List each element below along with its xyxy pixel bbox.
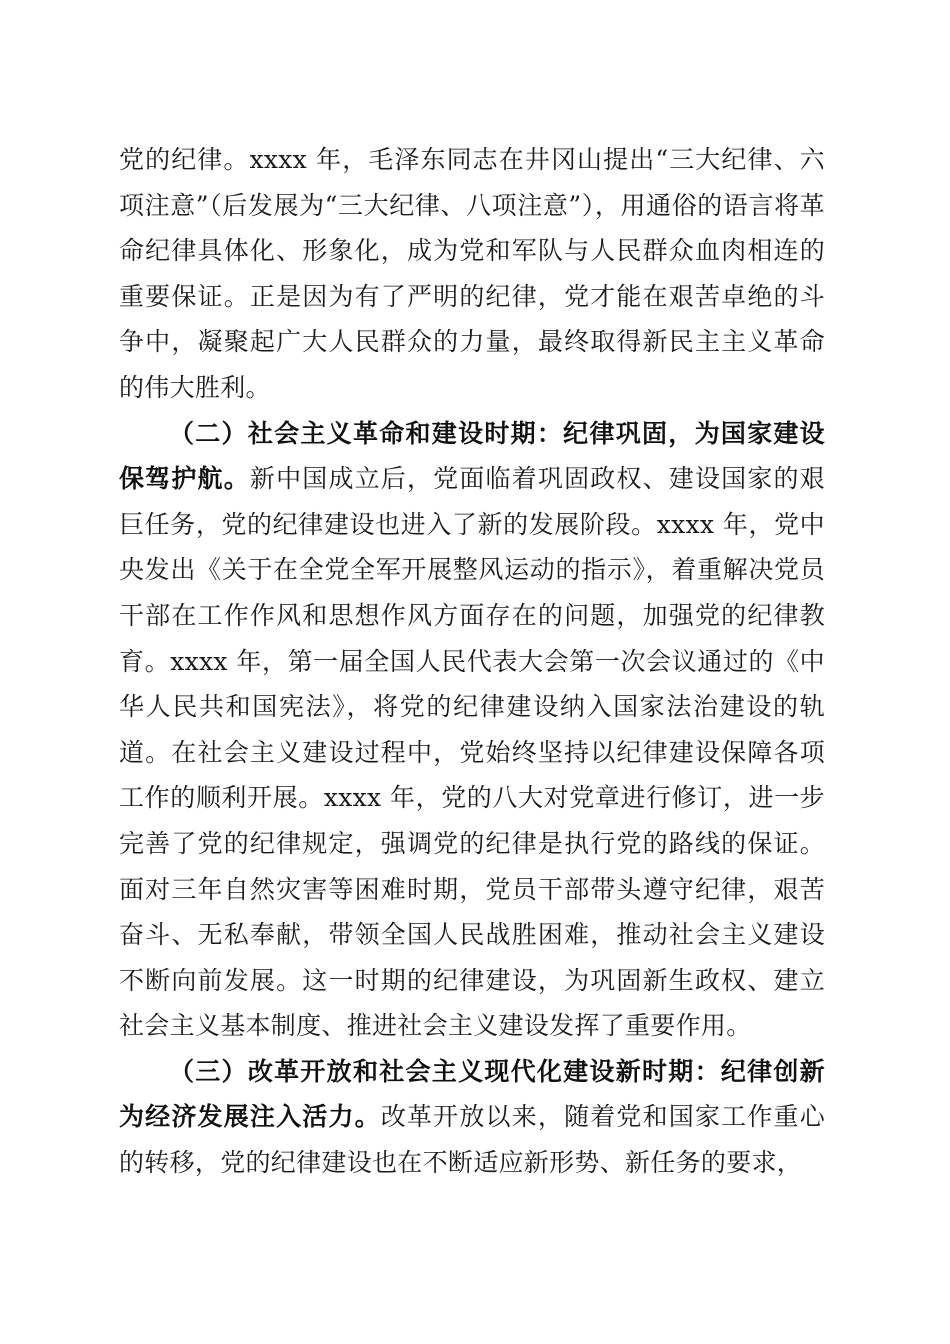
- paragraph-text: 改革开放以来，随着党和国家工作重心的转移，党的纪律建设也在不断适应新形势、新任务的要求，: [119, 1102, 825, 1178]
- document-body: [119, 137, 825, 1186]
- section-heading-two: （二）社会主义革命和建设时期：纪律巩固，为国家建设保驾护航。: [119, 418, 825, 494]
- paragraph-revolution-discipline: [119, 137, 825, 411]
- section-heading-three: （三）改革开放和社会主义现代化建设新时期：纪律创新为经济发展注入活力。: [119, 1056, 825, 1132]
- paragraph-text: 新中国成立后，党面临着巩固政权、建设国家的艰巨任务，党的纪律建设也进入了新的发展阶段。xxxx 年，党中央发出《关于在全党全军开展整风运动的指示》，着重解决党员干部在工作作风和思想作风方面存在的问题，加强党的纪律教育。xxxx 年，第一届全国人民代表大会第一次会议通过的《中华人民共和国宪法》，将党的纪律建设纳入国家法治建设的轨道。在社会主义建设过程中，党始终坚持以纪律建设保障各项工作的顺利开展。xxxx 年，党的八大对党章进行修订，进一步完善了党的纪律规定，强调党的纪律是执行党的路线的保证。面对三年自然灾害等困难时期，党员干部带头遵守纪律，艰苦奋斗、无私奉献，带领全国人民战胜困难，推动社会主义建设不断向前发展。这一时期的纪律建设，为巩固新生政权、建立社会主义基本制度、推进社会主义建设发挥了重要作用。: [119, 464, 825, 1041]
- paragraph-reform-opening: [119, 1049, 825, 1186]
- paragraph-socialist-construction: [119, 411, 825, 1049]
- paragraph-text: 党的纪律。xxxx 年，毛泽东同志在井冈山提出“三大纪律、六项注意”（后发展为“三大纪律、八项注意”），用通俗的语言将革命纪律具体化、形象化，成为党和军队与人民群众血肉相连的重要保证。正是因为有了严明的纪律，党才能在艰苦卓绝的斗争中，凝聚起广大人民群众的力量，最终取得新民主主义革命的伟大胜利。: [119, 145, 825, 402]
